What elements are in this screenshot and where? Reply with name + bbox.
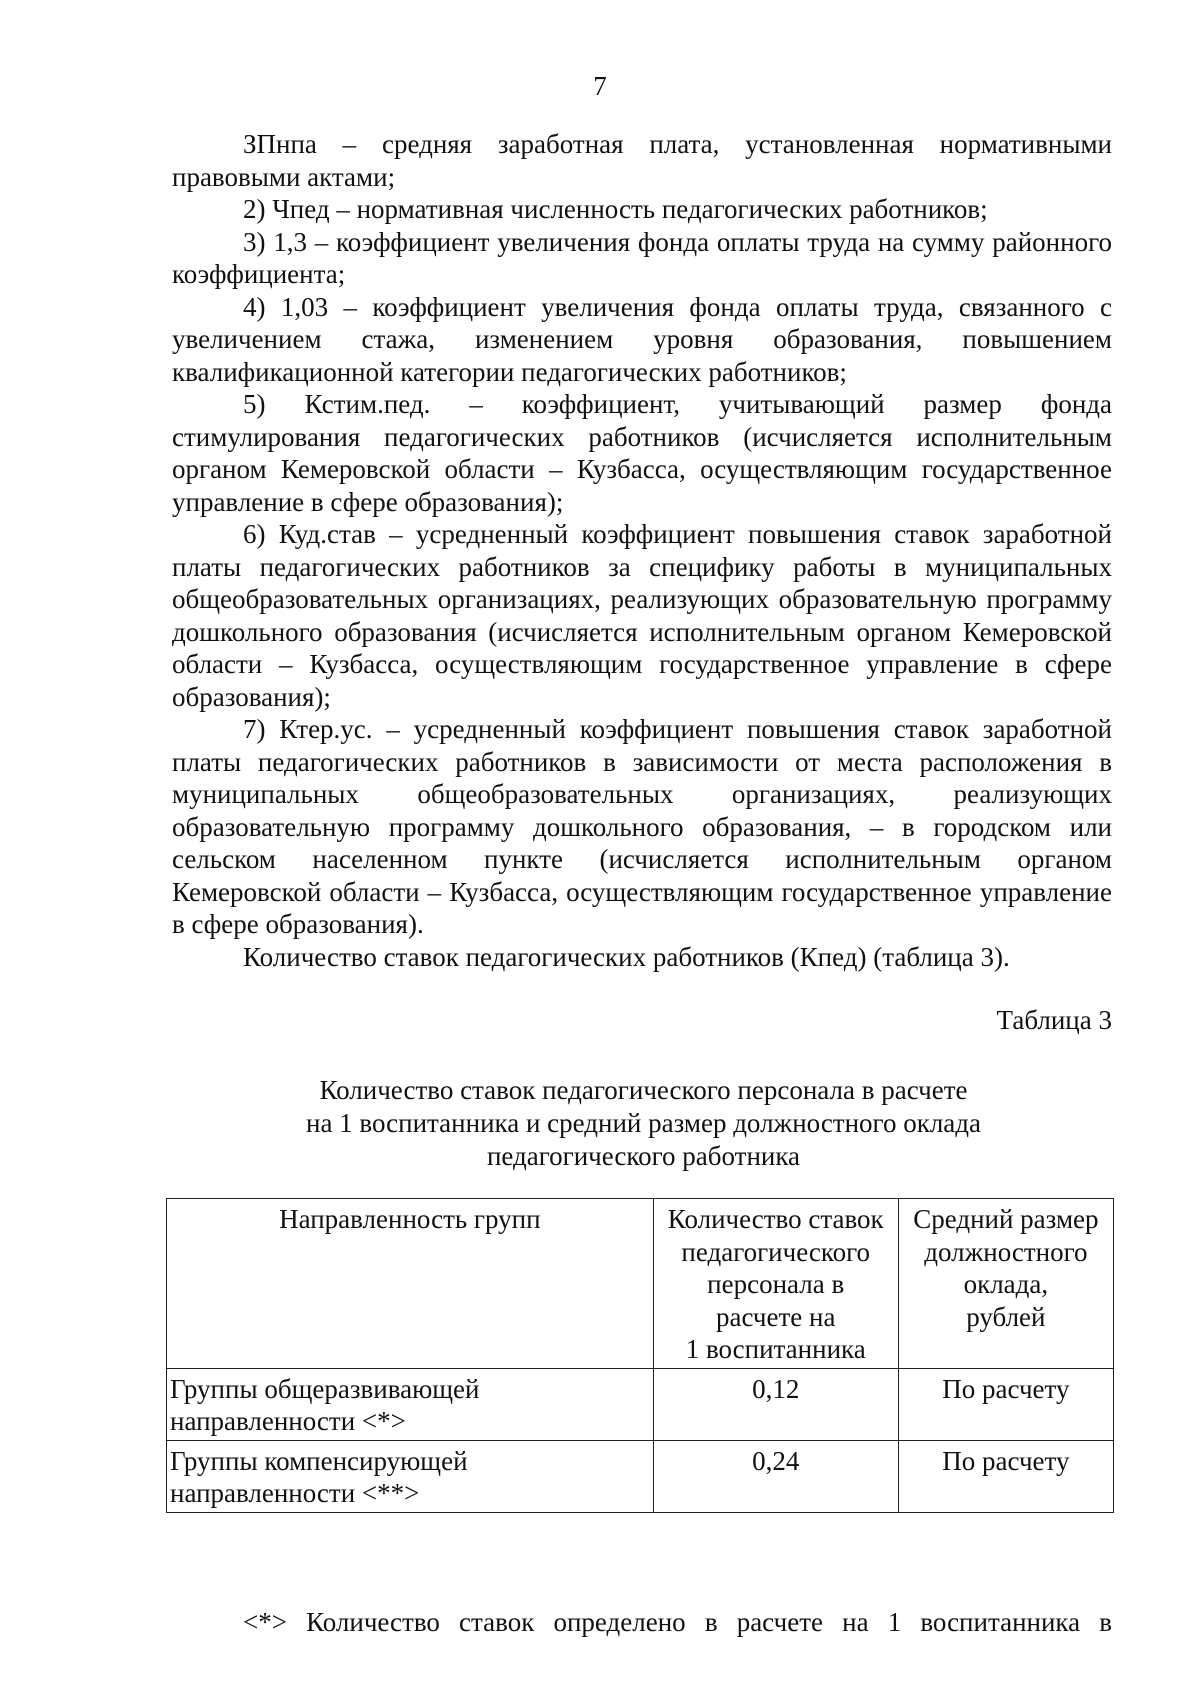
paragraph: 4) 1,03 – коэффициент увеличения фонда оплаты труда, связанного с увеличением стажа, изменением уровня образования, повышением квалификационной категории педагогических работников; [172,291,1112,387]
table-title-line: Количество ставок педагогического персонала в расчете [319,1075,968,1105]
paragraph: 3) 1,3 – коэффициент увеличения фонда оплаты труда на сумму районного коэффициента; [172,226,1112,289]
cell-group: Группы компенсирующей направленности <**> [167,1440,654,1512]
paragraph: 5) Кстим.пед. – коэффициент, учитывающий размер фонда стимулирования педагогических работников (исчисляется исполнительным органом Кемеровской области – Кузбасса, осуществляющим государственное управление в сфере образования); [172,389,1112,517]
rates-table [166,1198,1114,1513]
cell-group: Группы общеразвивающей направленности <*> [167,1368,654,1440]
table-title-line: педагогического работника [486,1141,801,1171]
paragraph: 6) Куд.став – усредненный коэффициент повышения ставок заработной платы педагогических работников за специфику работы в муниципальных общеобразовательных организациях, реализующих образовательную программу дошкольного образования (исчисляется исполнительным органом Кемеровской области – Кузбасса, осуществляющим государственное управление в сфере образования); [172,519,1112,712]
paragraph: ЗПнпа – средняя заработная плата, установленная нормативными правовыми актами; [172,129,1112,192]
table-title-line: на 1 воспитанника и средний размер должностного оклада [306,1108,981,1138]
cell-rate: 0,12 [653,1368,898,1440]
cell-salary: По расчету [898,1440,1113,1512]
header-group-direction: Направленность групп [167,1199,654,1369]
cell-rate: 0,24 [653,1440,898,1512]
paragraph: 2) Чпед – нормативная численность педагогических работников; [243,194,988,224]
page-number: 7 [593,71,607,101]
table-label: Таблица 3 [996,1005,1112,1035]
header-rate-count: Количество ставок педагогического персонала в расчете на 1 воспитанника [653,1199,898,1369]
table-row [167,1368,1114,1440]
cell-salary: По расчету [898,1368,1113,1440]
footnote: <*> Количество ставок определено в расчете на 1 воспитанника в [243,1607,1112,1637]
table-title [0,1074,1200,1173]
body-text [172,128,1112,973]
table-row [167,1440,1114,1512]
paragraph: Количество ставок педагогических работников (Кпед) (таблица 3). [243,941,1010,972]
header-average-salary: Средний размер должностного оклада, рублей [898,1199,1113,1369]
table-header-row [167,1199,1114,1369]
paragraph: 7) Ктер.ус. – усредненный коэффициент повышения ставок заработной платы педагогических работников в зависимости от места расположения в муниципальных общеобразовательных организациях, реализующих образовательную программу дошкольного образования, – в городском или сельском населенном пункте (исчисляется исполнительным органом Кемеровской области – Кузбасса, осуществляющим государственное управление в сфере образования). [172,714,1112,939]
